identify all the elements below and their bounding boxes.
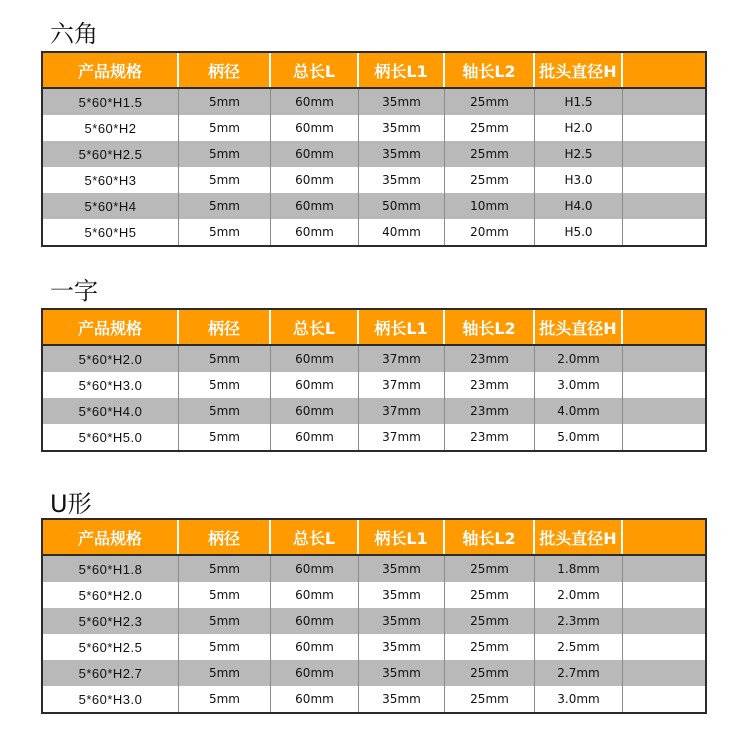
spec-table-u-shape xyxy=(41,518,707,714)
table-row xyxy=(43,346,705,372)
table-cell: 60mm xyxy=(271,424,359,450)
spec-cell: 5*60*H3.0 xyxy=(43,686,179,712)
table-row xyxy=(43,608,705,634)
table-cell: 35mm xyxy=(359,115,445,141)
header-cell: 柄长L1 xyxy=(359,53,445,87)
table-row xyxy=(43,193,705,219)
spec-cell: 5*60*H4 xyxy=(43,193,179,219)
table-cell: 25mm xyxy=(445,115,535,141)
table-cell: H4.0 xyxy=(535,193,623,219)
spec-cell: 5*60*H2.0 xyxy=(43,582,179,608)
table-cell xyxy=(623,167,705,193)
table-cell: 23mm xyxy=(445,424,535,450)
header-cell: 柄径 xyxy=(179,520,271,554)
table-cell xyxy=(623,372,705,398)
table-cell: 25mm xyxy=(445,634,535,660)
table-cell: 25mm xyxy=(445,89,535,115)
table-cell: 60mm xyxy=(271,608,359,634)
table-cell xyxy=(623,115,705,141)
table-body xyxy=(43,346,705,450)
table-cell: 35mm xyxy=(359,556,445,582)
table-cell: 35mm xyxy=(359,660,445,686)
table-cell: 23mm xyxy=(445,372,535,398)
spec-cell: 5*60*H5 xyxy=(43,219,179,245)
table-cell xyxy=(623,89,705,115)
table-cell: 2.7mm xyxy=(535,660,623,686)
spec-cell: 5*60*H2.0 xyxy=(43,346,179,372)
table-cell: 25mm xyxy=(445,608,535,634)
table-cell xyxy=(623,424,705,450)
table-cell: 5mm xyxy=(179,219,271,245)
section-title-u-shape: U形 xyxy=(50,490,92,518)
table-cell xyxy=(623,686,705,712)
table-cell xyxy=(623,193,705,219)
table-cell: 35mm xyxy=(359,582,445,608)
table-cell: 25mm xyxy=(445,141,535,167)
header-cell: 产品规格 xyxy=(43,520,179,554)
table-cell xyxy=(623,608,705,634)
header-cell: 柄径 xyxy=(179,310,271,344)
table-cell: 5mm xyxy=(179,141,271,167)
table-cell: 10mm xyxy=(445,193,535,219)
table-cell: 37mm xyxy=(359,372,445,398)
spec-cell: 5*60*H2 xyxy=(43,115,179,141)
table-row xyxy=(43,167,705,193)
table-cell: 60mm xyxy=(271,660,359,686)
header-cell: 批头直径H xyxy=(535,53,623,87)
table-cell: 23mm xyxy=(445,346,535,372)
header-cell: 批头直径H xyxy=(535,310,623,344)
table-cell: 25mm xyxy=(445,582,535,608)
header-cell: 批头直径H xyxy=(535,520,623,554)
table-cell xyxy=(623,141,705,167)
table-header xyxy=(43,310,705,346)
table-cell: 5mm xyxy=(179,115,271,141)
table-cell: 5mm xyxy=(179,346,271,372)
header-cell: 总长L xyxy=(271,53,359,87)
table-cell: 35mm xyxy=(359,608,445,634)
spec-cell: 5*60*H2.5 xyxy=(43,634,179,660)
table-cell: 60mm xyxy=(271,167,359,193)
table-cell: 40mm xyxy=(359,219,445,245)
table-row xyxy=(43,634,705,660)
table-cell: H3.0 xyxy=(535,167,623,193)
table-cell: 5mm xyxy=(179,608,271,634)
table-cell: 3.0mm xyxy=(535,686,623,712)
table-cell: 60mm xyxy=(271,193,359,219)
table-cell: 35mm xyxy=(359,89,445,115)
table-cell: 25mm xyxy=(445,167,535,193)
table-cell xyxy=(623,556,705,582)
table-cell xyxy=(623,660,705,686)
table-row xyxy=(43,372,705,398)
header-cell: 柄径 xyxy=(179,53,271,87)
header-cell xyxy=(623,53,705,87)
table-body xyxy=(43,556,705,712)
spec-cell: 5*60*H5.0 xyxy=(43,424,179,450)
table-cell: 35mm xyxy=(359,141,445,167)
table-cell: 5mm xyxy=(179,89,271,115)
table-cell: 5mm xyxy=(179,424,271,450)
table-cell: 25mm xyxy=(445,660,535,686)
header-cell: 柄长L1 xyxy=(359,310,445,344)
table-cell xyxy=(623,398,705,424)
table-cell: 5mm xyxy=(179,686,271,712)
table-cell: 2.3mm xyxy=(535,608,623,634)
table-cell: 60mm xyxy=(271,686,359,712)
header-cell: 产品规格 xyxy=(43,310,179,344)
header-cell xyxy=(623,310,705,344)
table-cell: 5mm xyxy=(179,556,271,582)
table-cell: 2.0mm xyxy=(535,346,623,372)
table-cell: 1.8mm xyxy=(535,556,623,582)
header-cell: 轴长L2 xyxy=(445,53,535,87)
table-cell: 25mm xyxy=(445,556,535,582)
table-cell: 5mm xyxy=(179,634,271,660)
table-cell: H2.5 xyxy=(535,141,623,167)
table-cell: 5mm xyxy=(179,660,271,686)
table-cell: 60mm xyxy=(271,398,359,424)
table-header xyxy=(43,520,705,556)
table-cell: 2.0mm xyxy=(535,582,623,608)
table-cell: 60mm xyxy=(271,556,359,582)
table-cell: 5mm xyxy=(179,193,271,219)
table-cell: 60mm xyxy=(271,372,359,398)
spec-cell: 5*60*H2.7 xyxy=(43,660,179,686)
table-cell: 60mm xyxy=(271,219,359,245)
table-cell: 60mm xyxy=(271,89,359,115)
table-cell: 60mm xyxy=(271,582,359,608)
header-cell: 轴长L2 xyxy=(445,310,535,344)
table-cell: 35mm xyxy=(359,167,445,193)
table-row xyxy=(43,115,705,141)
header-cell: 总长L xyxy=(271,310,359,344)
section-title-slotted: 一字 xyxy=(50,277,98,305)
table-row xyxy=(43,219,705,245)
table-cell: 5mm xyxy=(179,582,271,608)
spec-table-slotted xyxy=(41,308,707,452)
table-cell: 25mm xyxy=(445,686,535,712)
spec-cell: 5*60*H1.5 xyxy=(43,89,179,115)
spec-cell: 5*60*H1.8 xyxy=(43,556,179,582)
table-cell: 5.0mm xyxy=(535,424,623,450)
table-cell xyxy=(623,346,705,372)
header-cell: 产品规格 xyxy=(43,53,179,87)
table-cell: 20mm xyxy=(445,219,535,245)
table-cell: 4.0mm xyxy=(535,398,623,424)
table-cell: 37mm xyxy=(359,424,445,450)
table-row xyxy=(43,424,705,450)
table-cell: 23mm xyxy=(445,398,535,424)
table-header xyxy=(43,53,705,89)
spec-cell: 5*60*H4.0 xyxy=(43,398,179,424)
table-cell: 3.0mm xyxy=(535,372,623,398)
table-cell: H5.0 xyxy=(535,219,623,245)
table-cell: H2.0 xyxy=(535,115,623,141)
table-row xyxy=(43,398,705,424)
table-body xyxy=(43,89,705,245)
table-cell: 60mm xyxy=(271,346,359,372)
table-cell: 50mm xyxy=(359,193,445,219)
table-row xyxy=(43,582,705,608)
spec-cell: 5*60*H2.3 xyxy=(43,608,179,634)
table-cell: 60mm xyxy=(271,141,359,167)
table-cell xyxy=(623,634,705,660)
spec-table-hex xyxy=(41,51,707,247)
spec-cell: 5*60*H3 xyxy=(43,167,179,193)
table-cell: 37mm xyxy=(359,346,445,372)
spec-cell: 5*60*H2.5 xyxy=(43,141,179,167)
header-cell: 柄长L1 xyxy=(359,520,445,554)
table-cell xyxy=(623,582,705,608)
table-row xyxy=(43,686,705,712)
table-cell: 5mm xyxy=(179,398,271,424)
table-cell: 35mm xyxy=(359,634,445,660)
section-title-hex: 六角 xyxy=(50,20,98,48)
table-row xyxy=(43,556,705,582)
table-row xyxy=(43,141,705,167)
table-row xyxy=(43,89,705,115)
table-cell: 5mm xyxy=(179,372,271,398)
table-cell xyxy=(623,219,705,245)
table-cell: 5mm xyxy=(179,167,271,193)
table-cell: 60mm xyxy=(271,634,359,660)
table-cell: 2.5mm xyxy=(535,634,623,660)
table-cell: 35mm xyxy=(359,686,445,712)
table-row xyxy=(43,660,705,686)
header-cell xyxy=(623,520,705,554)
header-cell: 总长L xyxy=(271,520,359,554)
table-cell: 37mm xyxy=(359,398,445,424)
table-cell: H1.5 xyxy=(535,89,623,115)
header-cell: 轴长L2 xyxy=(445,520,535,554)
spec-cell: 5*60*H3.0 xyxy=(43,372,179,398)
table-cell: 60mm xyxy=(271,115,359,141)
